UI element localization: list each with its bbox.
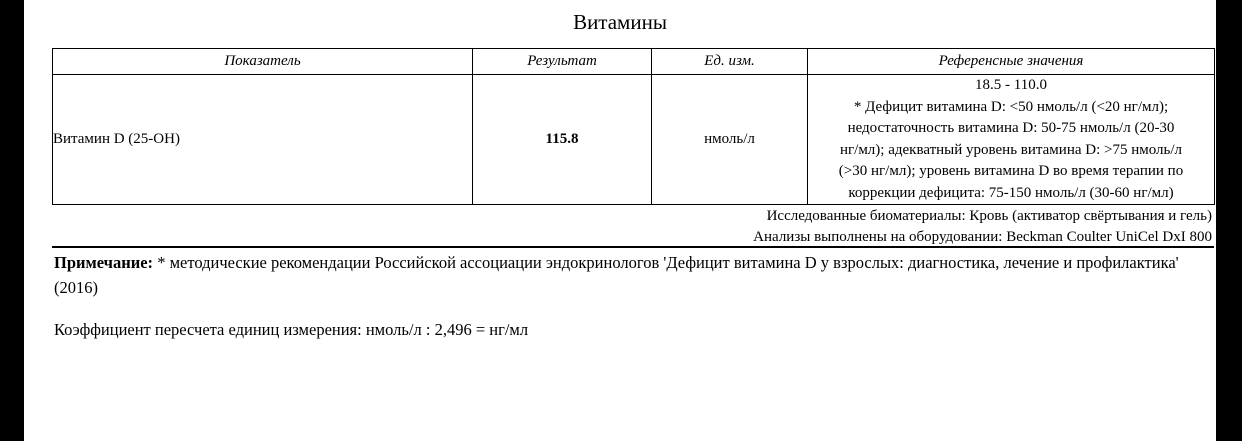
reference-line: (>30 нг/мл); уровень витамина D во время терапии по <box>838 163 1184 179</box>
unit-cell: нмоль/л <box>652 75 808 205</box>
equipment-info: Анализы выполнены на оборудовании: Beckman Coulter UniCel DxI 800 <box>753 229 1212 245</box>
header-indicator: Показатель <box>53 49 473 75</box>
note-block <box>54 250 1194 300</box>
table-header-row <box>53 49 1215 75</box>
note-label: Примечание: <box>54 253 154 272</box>
results-table <box>52 48 1215 205</box>
result-cell: 115.8 <box>473 75 652 205</box>
biomaterials-info: Исследованные биоматериалы: Кровь (активатор свёртывания и гель) <box>766 208 1212 224</box>
divider-line <box>52 246 1214 248</box>
conversion-factor: Коэффициент пересчета единиц измерения: нмоль/л : 2,496 = нг/мл <box>54 320 529 339</box>
reference-line: нг/мл); адекватный уровень витамина D: >75 нмоль/л <box>839 141 1183 158</box>
report-page <box>24 0 1216 441</box>
indicator-cell: Витамин D (25-OH) <box>53 75 473 205</box>
section-title: Витамины <box>573 10 667 34</box>
header-unit: Ед. изм. <box>652 49 808 75</box>
reference-line: * Дефицит витамина D: <50 нмоль/л (<20 нг/мл); <box>853 98 1169 115</box>
note-text: * методические рекомендации Российской ассоциации эндокринологов 'Дефицит витамина D у взрослых: диагностика, лечение и профилактика' (2016) <box>54 253 1179 297</box>
reference-line: коррекции дефицита: 75-150 нмоль/л (30-60 нг/мл) <box>848 184 1174 201</box>
header-result: Результат <box>473 49 652 75</box>
reference-line: недостаточность витамина D: 50-75 нмоль/л (20-30 <box>847 120 1175 136</box>
reference-line: 18.5 - 110.0 <box>975 77 1047 93</box>
table-row <box>53 75 1215 205</box>
reference-cell <box>808 75 1215 205</box>
header-reference: Референсные значения <box>808 49 1215 75</box>
